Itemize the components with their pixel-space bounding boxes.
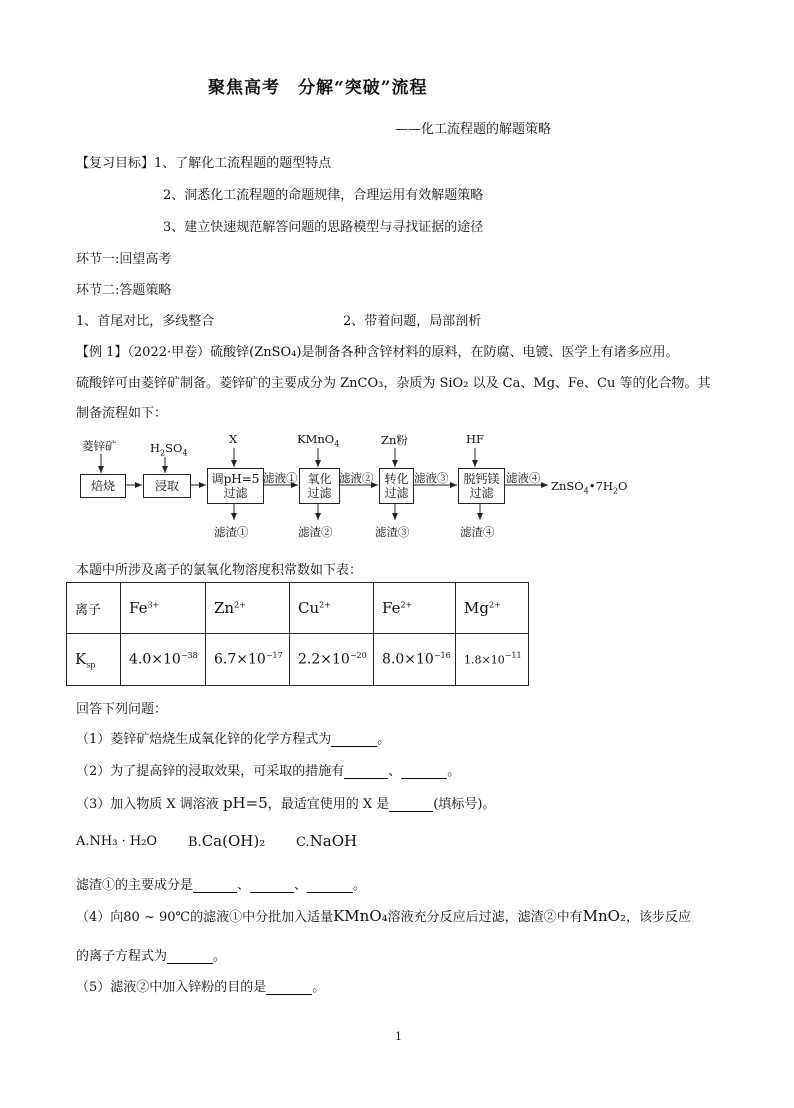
section-1: 环节一:回望高考 <box>76 252 172 267</box>
header-cell: 离子 <box>67 583 121 634</box>
ion-cell: $Zn^{2+}$ <box>206 583 290 634</box>
strategy-2: 2、带着问题，局部剖析 <box>343 314 482 329</box>
table-intro: 本题中所涉及离子的氯氧化物溶度积常数如下表： <box>76 563 363 578</box>
flow-zn-label: Zn粉 <box>381 433 408 447</box>
page-title: 聚焦高考 分解“突破”流程 <box>208 78 428 98</box>
flow-kmno4-label: KMnO$_4$ <box>297 432 340 449</box>
ksp-value-cell: $1.8\times 10^{-11}$ <box>456 634 529 686</box>
ion-cell: $Mg^{2+}$ <box>456 583 529 634</box>
example-line-1: 【例 1】（2022·甲卷）硫酸锌(ZnSO₄)是制备各种含锌材料的原料，在防腐、电镀、医学上有诸多应用。 <box>76 345 679 360</box>
example-line-3: 制备流程如下： <box>76 406 168 421</box>
strategy-1: 1、首尾对比，多线整合 <box>76 314 215 329</box>
question-1: （1）菱锌矿焙烧生成氧化锌的化学方程式为 。 <box>76 732 391 747</box>
step-remove-camg-line2: 过滤 <box>469 486 494 500</box>
goal-line-1: 【复习目标】1、了解化工流程题的题型特点 <box>76 156 332 171</box>
step-remove-camg-box <box>458 468 505 504</box>
product-label: $ZnSO_4•7H_2O$ <box>551 479 628 496</box>
flow-x-label: X <box>229 432 238 446</box>
question-5: （5）滤液②中加入锌粉的目的是 。 <box>76 980 326 995</box>
example-line-2: 硫酸锌可由菱锌矿制备。菱锌矿的主要成分为 ZnCO₃，杂质为 SiO₂ 以及 Ca、Mg、Fe、Cu 等的化合物。其 <box>76 376 711 391</box>
residue-2: 滤渣② <box>298 525 333 539</box>
step-adjust-ph-line1: 调pH=5 <box>211 472 260 486</box>
filtrate-2: 滤液② <box>339 471 374 485</box>
ksp-value-cell: $2.2\times 10^{-20}$ <box>290 634 374 686</box>
ksp-value-cell: $4.0\times 10^{-38}$ <box>121 634 206 686</box>
question-4-equation: 的离子方程式为 。 <box>76 949 227 964</box>
filtrate-4: 滤液④ <box>506 471 541 485</box>
flow-raw-label: 菱锌矿 <box>82 439 117 453</box>
step-convert-line2: 过滤 <box>384 486 409 500</box>
filtrate-3: 滤液③ <box>414 471 449 485</box>
residue-4: 滤渣④ <box>460 525 495 539</box>
ksp-value-cell: $6.7\times 10^{-17}$ <box>206 634 290 686</box>
goal-line-3: 3、建立快速规范解答问题的思路模型与寻找证据的途径 <box>163 220 484 235</box>
step-oxidize-box <box>299 468 340 504</box>
question-3-residue: 滤渣①的主要成分是 、 、 。 <box>76 878 367 893</box>
filtrate-1: 滤液① <box>263 471 298 485</box>
step-adjust-ph-box <box>207 468 264 504</box>
step-roast-box: 焙烧 <box>80 474 126 498</box>
page-number: 1 <box>395 1030 402 1043</box>
table-row <box>67 634 529 686</box>
step-oxidize-line2: 过滤 <box>307 486 332 500</box>
ion-cell: $Fe^{3+}$ <box>121 583 206 634</box>
ksp-table <box>66 582 529 686</box>
residue-3: 滤渣③ <box>375 525 410 539</box>
page-subtitle: ——化工流程题的解题策略 <box>395 122 552 137</box>
question-2: （2）为了提高锌的浸取效果，可采取的措施有 、 。 <box>76 764 461 779</box>
section-2: 环节二:答题策略 <box>76 283 172 298</box>
question-3: （3）加入物质 X 调溶液 pH=5，最适宜使用的 X 是 (填标号)。 <box>76 794 496 812</box>
step-convert-line1: 转化 <box>384 472 409 486</box>
questions-intro: 回答下列问题： <box>76 702 168 717</box>
ion-cell: $Cu^{2+}$ <box>290 583 374 634</box>
step-adjust-ph-line2: 过滤 <box>223 486 248 500</box>
step-oxidize-line1: 氧化 <box>307 472 332 486</box>
option-c: C.NaOH <box>296 832 358 850</box>
step-leach-box: 浸取 <box>143 474 191 498</box>
flow-acid-label: $H_2SO_4$ <box>150 441 188 458</box>
step-convert-box <box>379 468 414 504</box>
goal-line-2: 2、洞悉化工流程题的命题规律，合理运用有效解题策略 <box>163 188 484 203</box>
ion-cell: $Fe^{2+}$ <box>374 583 456 634</box>
question-4: （4）向80 ~ 90℃的滤液①中分批加入适量KMnO₄溶液充分反应后过滤，滤渣②中有MnO₂，该步反应 <box>76 907 692 925</box>
ksp-value-cell: $8.0\times 10^{-16}$ <box>374 634 456 686</box>
flow-hf-label: HF <box>466 432 485 446</box>
step-remove-camg-line1: 脱钙镁 <box>463 472 500 486</box>
table-row <box>67 583 529 634</box>
residue-1: 滤渣① <box>214 525 249 539</box>
option-b: B.Ca(OH)₂ <box>188 832 266 850</box>
ksp-label-cell: $K_{sp}$ <box>67 634 121 686</box>
option-a: A.NH₃ · H₂O <box>76 834 158 849</box>
